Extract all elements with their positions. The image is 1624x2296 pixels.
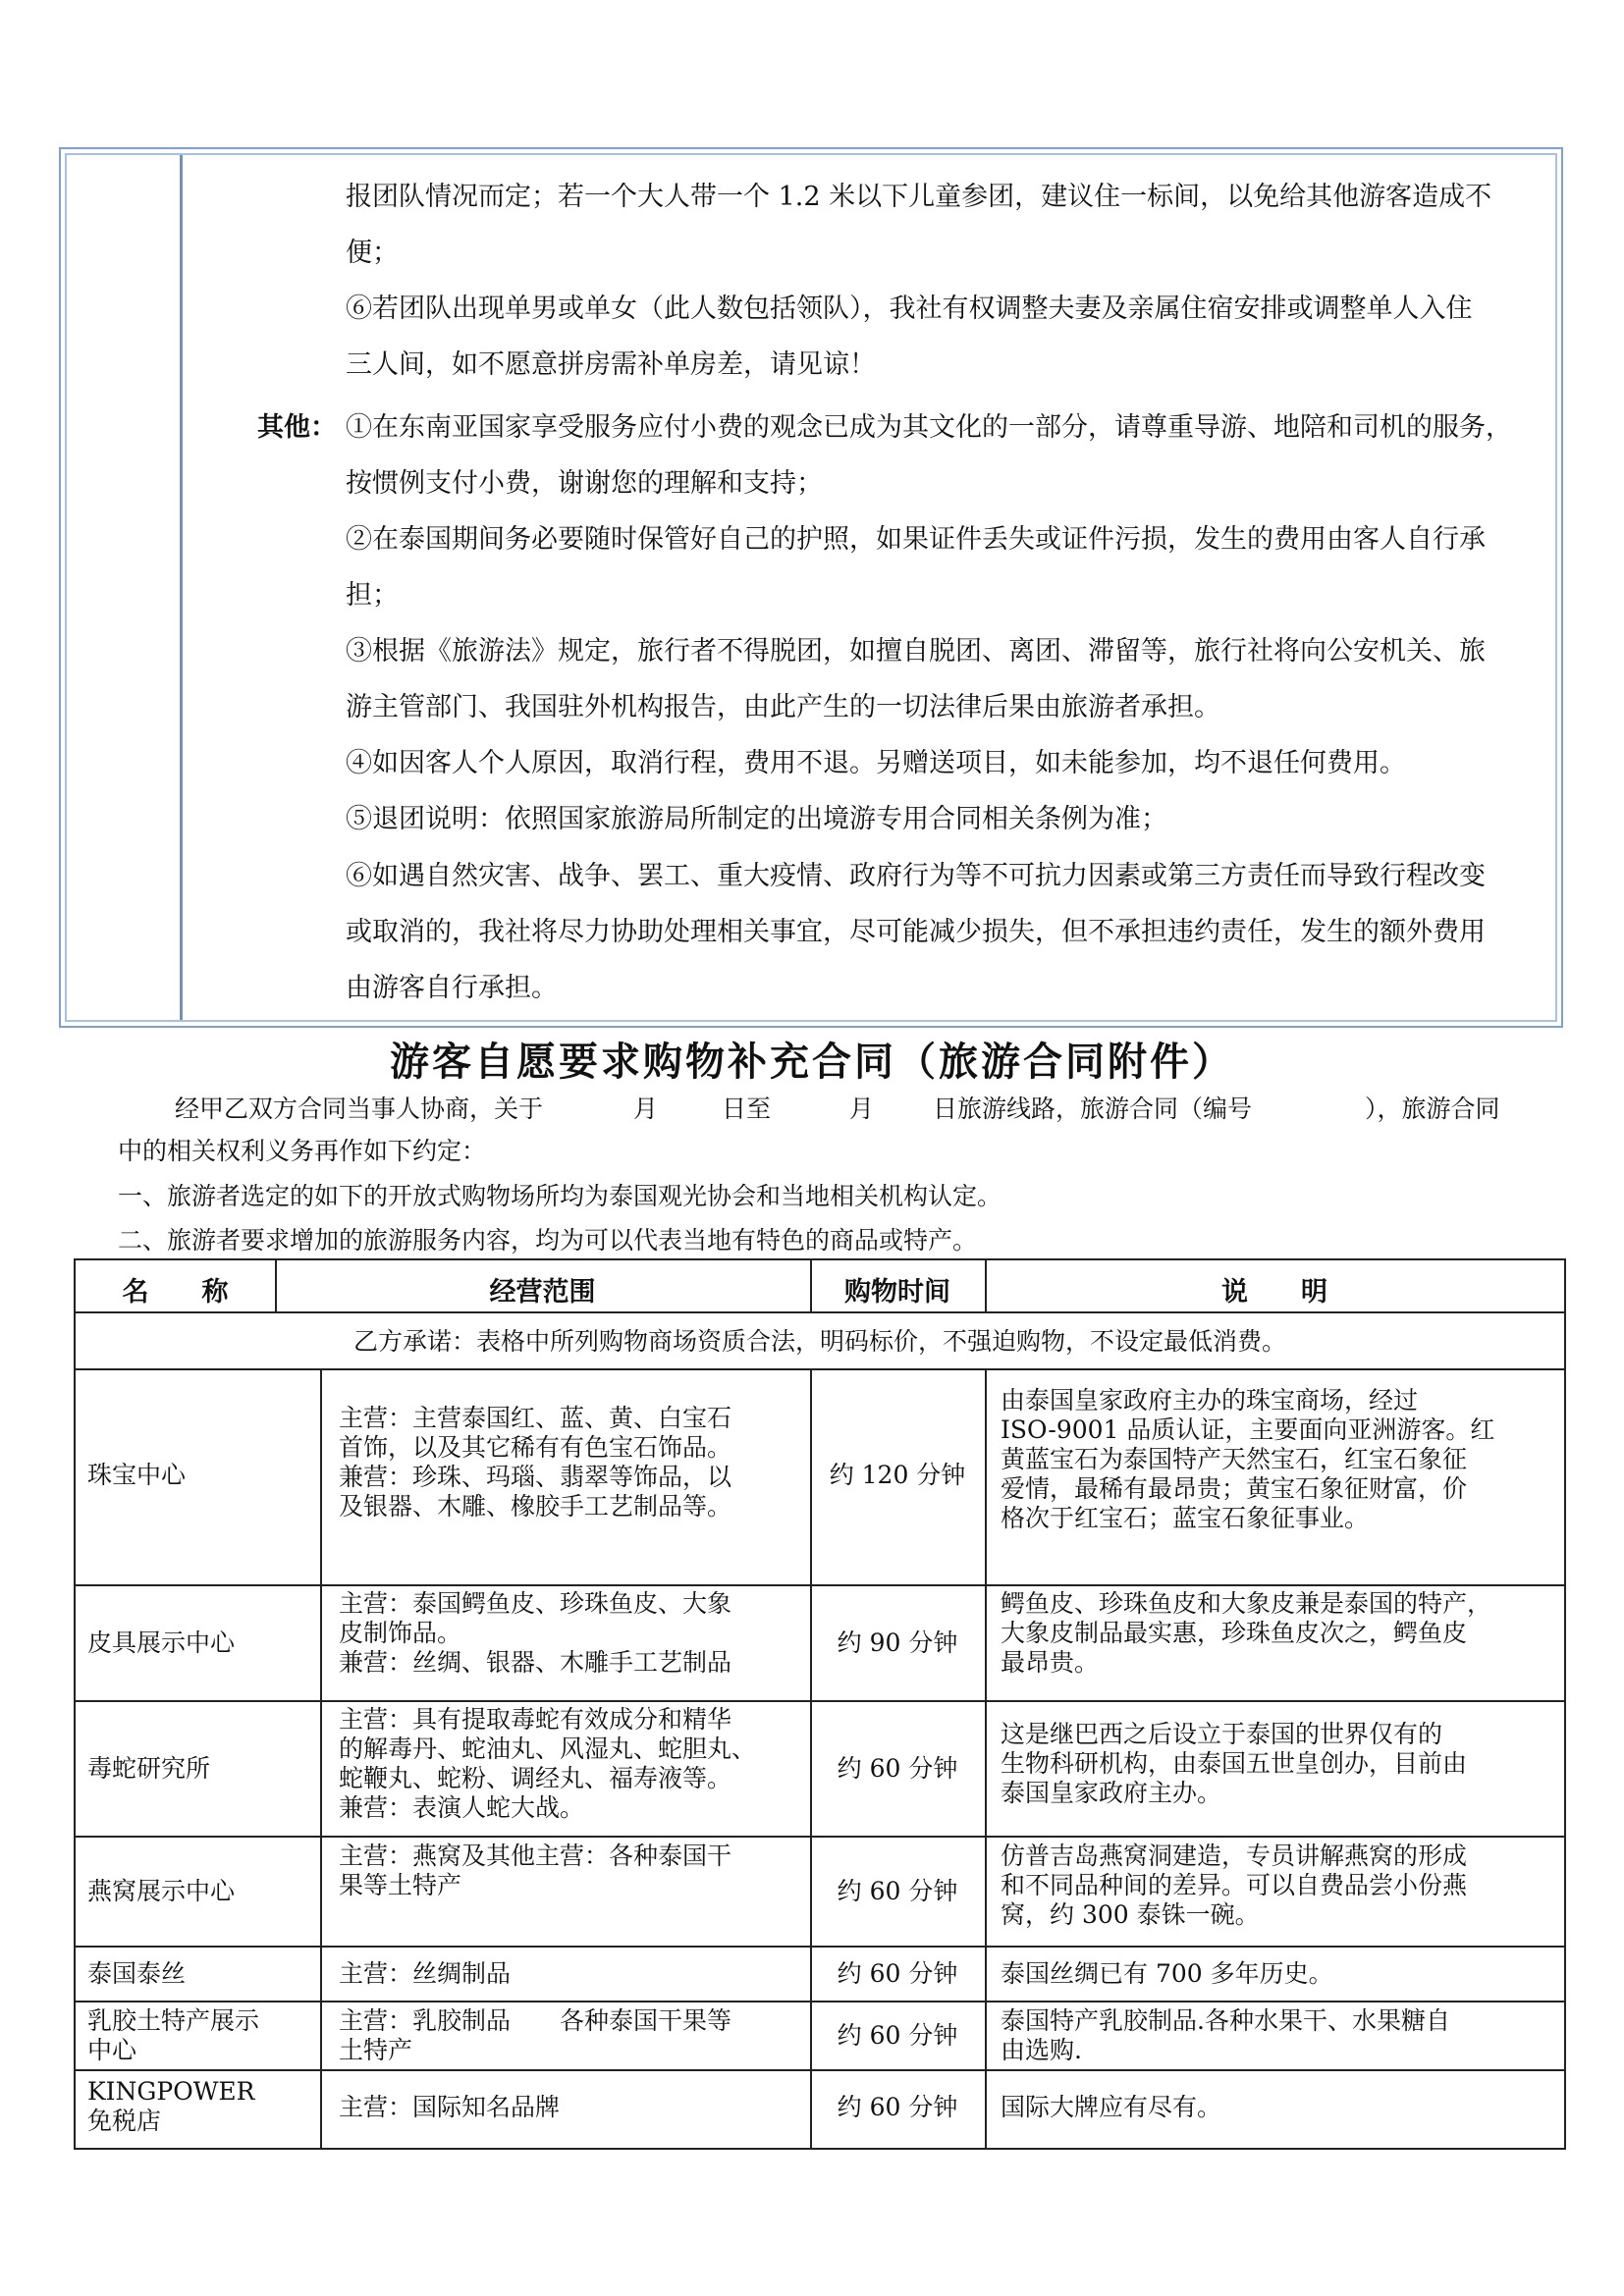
notes-line: 游主管部门、我国驻外机构报告，由此产生的一切法律后果由旅游者承担。 <box>346 692 1220 722</box>
row-scope: 主营：国际知名品牌 <box>339 2093 561 2121</box>
row-time: 约 120 分钟 <box>829 1461 966 1489</box>
row-desc: 仿普吉岛燕窝洞建造，专员讲解燕窝的形成 和不同品种间的差异。可以自费品尝小份燕 窝，约 300 泰铢一碗。 <box>1001 1842 1468 1929</box>
row-name: 乳胶土特产展示 中心 <box>87 2006 260 2064</box>
row-time: 约 60 分钟 <box>837 2021 958 2050</box>
notes-box <box>59 147 1563 1028</box>
intro-text: 经甲乙双方合同当事人协商，关于 <box>175 1095 544 1123</box>
row-desc: 由泰国皇家政府主办的珠宝商场，经过 ISO-9001 品质认证，主要面向亚洲游客。红 黄蓝宝石为泰国特产天然宝石，红宝石象征 爱情，最稀有最昂贵；黄宝石象征财富，价 格次于红宝石；蓝宝石象征事业。 <box>1001 1386 1495 1532</box>
clause-2: 二、旅游者要求增加的旅游服务内容，均为可以代表当地有特色的商品或特产。 <box>118 1226 978 1255</box>
notes-line: ⑤退团说明：依照国家旅游局所制定的出境游专用合同相关条例为准； <box>346 804 1167 834</box>
intro-month: 月 <box>849 1095 875 1123</box>
row-name: 燕窝展示中心 <box>87 1877 236 1905</box>
notes-line: ①在东南亚国家享受服务应付小费的观念已成为其文化的一部分，请尊重导游、地陪和司机的服务， <box>346 412 1512 443</box>
row-scope: 主营：丝绸制品 <box>339 1959 512 1988</box>
row-time: 约 60 分钟 <box>837 1959 958 1988</box>
notes-line: 三人间，如不愿意拼房需补单房差，请见谅！ <box>346 349 876 380</box>
notes-line: 由游客自行承担。 <box>346 973 558 1003</box>
notes-line: ⑥若团队出现单男或单女（此人数包括领队），我社有权调整夫妻及亲属住宿安排或调整单人入住 <box>346 294 1473 324</box>
row-scope: 主营：燕窝及其他主营：各种泰国干 果等土特产 <box>339 1842 732 1899</box>
intro-day: 日至 <box>722 1095 772 1123</box>
row-name: 珠宝中心 <box>87 1461 187 1489</box>
notes-line: ③根据《旅游法》规定，旅行者不得脱团，如擅自脱团、离团、滞留等，旅行社将向公安机关、旅 <box>346 636 1486 667</box>
notes-line: 便； <box>346 238 399 268</box>
notes-line: ④如因客人个人原因，取消行程，费用不退。另赠送项目，如未能参加，均不退任何费用。 <box>346 748 1406 778</box>
header-desc: 说 明 <box>1221 1277 1327 1308</box>
intro-month: 月 <box>633 1095 659 1123</box>
row-name: 皮具展示中心 <box>87 1629 236 1657</box>
intro-line2: 中的相关权利义务再作如下约定： <box>118 1137 487 1165</box>
shopping-table <box>74 1258 1566 2150</box>
row-desc: 国际大牌应有尽有。 <box>1001 2093 1222 2121</box>
row-time: 约 60 分钟 <box>837 1877 958 1905</box>
row-desc: 泰国丝绸已有 700 多年历史。 <box>1001 1959 1333 1988</box>
row-scope: 主营：泰国鳄鱼皮、珍珠鱼皮、大象 皮制饰品。 兼营：丝绸、银器、木雕手工艺制品 <box>339 1589 732 1677</box>
clause-1: 一、旅游者选定的如下的开放式购物场所均为泰国观光协会和当地相关机构认定。 <box>118 1182 1002 1210</box>
row-desc: 这是继巴西之后设立于泰国的世界仅有的 生物科研机构，由泰国五世皇创办，目前由 泰国皇家政府主办。 <box>1001 1720 1468 1807</box>
row-desc: 鳄鱼皮、珍珠鱼皮和大象皮兼是泰国的特产， 大象皮制品最实惠，珍珠鱼皮次之，鳄鱼皮 最昂贵。 <box>1001 1589 1492 1677</box>
notes-line: ⑥如遇自然灾害、战争、罢工、重大疫情、政府行为等不可抗力因素或第三方责任而导致行程改变 <box>346 861 1486 891</box>
notes-line: 按惯例支付小费，谢谢您的理解和支持； <box>346 468 823 499</box>
notes-line: ②在泰国期间务必要随时保管好自己的护照，如果证件丢失或证件污损，发生的费用由客人自行承 <box>346 524 1486 555</box>
row-scope: 主营：具有提取毒蛇有效成分和精华 的解毒丹、蛇油丸、风湿丸、蛇胆丸、 蛇鞭丸、蛇粉、调经丸、福寿液等。 兼营：表演人蛇大战。 <box>339 1705 757 1822</box>
promise-text: 乙方承诺：表格中所列购物商场资质合法，明码标价，不强迫购物，不设定最低消费。 <box>352 1327 1286 1356</box>
notes-line: 担； <box>346 580 399 611</box>
row-name: 泰国泰丝 <box>87 1959 187 1988</box>
other-label: 其他： <box>257 412 337 443</box>
contract-title: 游客自愿要求购物补充合同（旅游合同附件） <box>390 1039 1234 1085</box>
row-time: 约 60 分钟 <box>837 2093 958 2121</box>
header-scope: 经营范围 <box>489 1277 596 1308</box>
notes-content <box>198 149 1542 1026</box>
intro-day: 日旅游线路，旅游合同（编号 <box>933 1095 1253 1123</box>
row-scope: 主营：主营泰国红、蓝、黄、白宝石 首饰，以及其它稀有有色宝石饰品。 兼营：珍珠、玛瑙、翡翠等饰品，以 及银器、木雕、橡胶手工艺制品等。 <box>339 1404 732 1521</box>
header-name: 名 称 <box>122 1277 229 1308</box>
row-scope: 主营：乳胶制品 各种泰国干果等 土特产 <box>339 2006 732 2064</box>
notes-line: 报团队情况而定；若一个大人带一个 1.2 米以下儿童参团，建议住一标间，以免给其他游客造成不 <box>346 182 1492 212</box>
notes-divider <box>180 155 183 1020</box>
row-desc: 泰国特产乳胶制品.各种水果干、水果糖自 由选购. <box>1001 2006 1450 2064</box>
notes-line: 或取消的，我社将尽力协助处理相关事宜，尽可能减少损失，但不承担违约责任，发生的额外费用 <box>346 917 1486 947</box>
row-time: 约 60 分钟 <box>837 1754 958 1783</box>
intro-close: ），旅游合同 <box>1365 1095 1500 1123</box>
row-name: KINGPOWER 免税店 <box>87 2077 255 2135</box>
row-name: 毒蛇研究所 <box>87 1754 211 1783</box>
row-time: 约 90 分钟 <box>837 1629 958 1657</box>
header-time: 购物时间 <box>844 1277 950 1308</box>
